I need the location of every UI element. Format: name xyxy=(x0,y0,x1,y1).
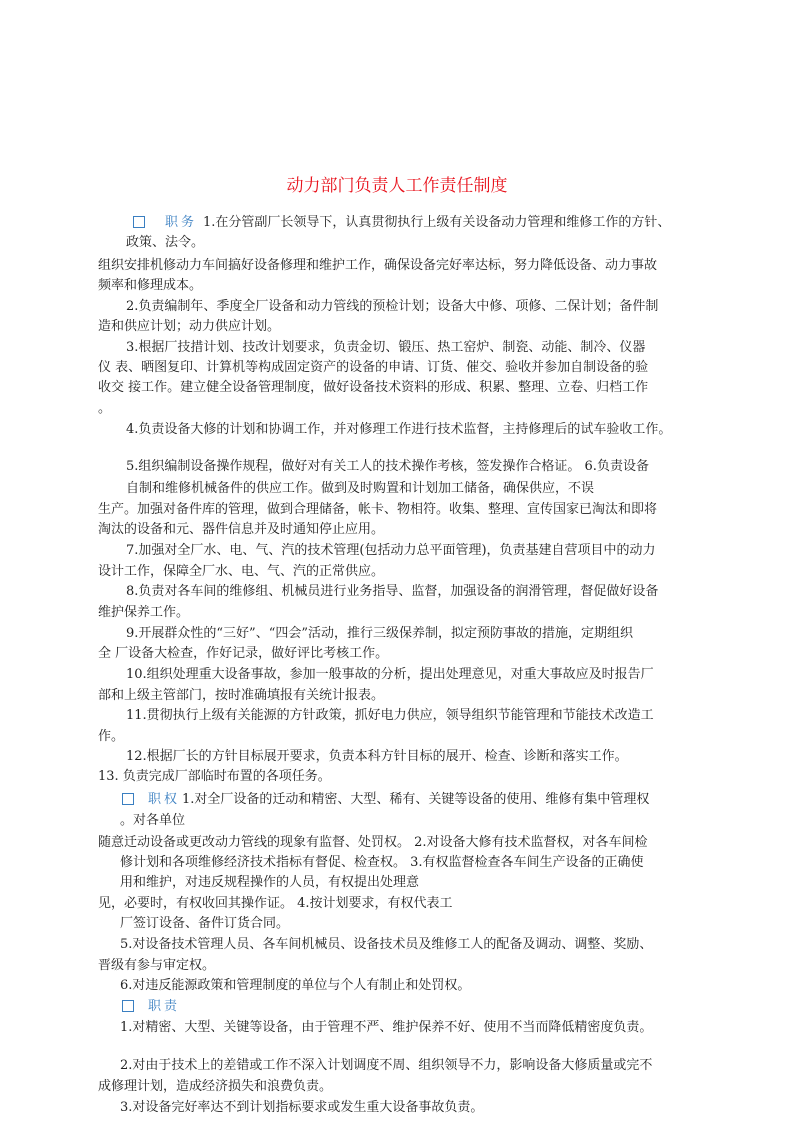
document-title: 动力部门负责人工作责任制度 xyxy=(286,176,508,196)
text-line: 8.负责对各车间的维修组、机械员进行业务指导、监督，加强设备的润滑管理，督促做好设备 xyxy=(126,584,659,599)
text-line: 9.开展群众性的“三好”、“四会”活动，推行三级保养制，拟定预防事故的措施，定期组织 xyxy=(126,626,633,641)
text-line: 维护保养工作。 xyxy=(98,605,190,620)
text-line: 10.组织处理重大设备事故，参加一般事故的分析，提出处理意见，对重大事故应及时报告厂 xyxy=(126,667,654,682)
text-line: 13. 负责完成厂部临时布置的各项任务。 xyxy=(98,769,331,784)
text-line: 仪 表、晒图复印、计算机等构成固定资产的设备的申请、订货、催交、验收并参加自制设备的验 xyxy=(98,360,649,375)
text-line: 作。 xyxy=(98,729,125,744)
text-line: 组织安排机修动力车间搞好设备修理和维护工作，确保设备完好率达标，努力降低设备、动力事故 xyxy=(98,258,658,273)
section-heading-duties: 职务 xyxy=(165,215,198,230)
text-line: 生产。加强对备件库的管理，做到合理储备，帐卡、物相符。收集、整理、宣传国家已淘汰和即将 xyxy=(98,502,658,517)
checkbox-icon xyxy=(133,216,145,228)
text-line: 随意迁动设备或更改动力管线的现象有监督、处罚权。 2.对设备大修有技术监督权，对各车间检 xyxy=(98,835,648,850)
text-line: 政策、法令。 xyxy=(126,235,205,250)
text-line: 厂签订设备、备件订货合同。 xyxy=(120,916,290,931)
text-line: 6.对违反能源政策和管理制度的单位与个人有制止和处罚权。 xyxy=(120,978,471,993)
text-line: 1.对精密、大型、关键等设备，由于管理不严、维护保养不好、使用不当而降低精密度负责。 xyxy=(120,1020,653,1035)
section-heading-responsibilities: 职责 xyxy=(148,999,181,1014)
text-line: 用和维护，对违反规程操作的人员，有权提出处理意 xyxy=(120,875,420,890)
text-line: 收交 接工作。建立健全设备管理制度，做好设备技术资料的形成、积累、整理、立卷、归档工作 xyxy=(98,380,649,395)
section-heading-powers: 职权 xyxy=(148,792,181,807)
text-line: 频率和修理成本。 xyxy=(98,278,203,293)
text-line: 2.负责编制年、季度全厂设备和动力管线的预检计划；设备大中修、项修、二保计划；备件制 xyxy=(126,299,659,314)
text-line: 部和上级主管部门，按时准确填报有关统计报表。 xyxy=(98,688,385,703)
text-line: 造和供应计划；动力供应计划。 xyxy=(98,319,281,334)
text-line: 。 xyxy=(98,401,112,416)
text-line: 设计工作，保障全厂水、电、气、汽的正常供应。 xyxy=(98,564,385,579)
text-line: 2.对由于技术上的差错或工作不深入计划调度不周、组织领导不力，影响设备大修质量或完不 xyxy=(120,1058,653,1073)
text-line: 3.根据厂技措计划、技改计划要求，负责金切、锻压、热工窑炉、制瓷、动能、制冷、仪器 xyxy=(126,340,646,355)
text-line: 修计划和各项维修经济技术指标有督促、检查权。 3.有权监督检查各车间生产设备的正确使 xyxy=(120,855,644,870)
text-line: 5.组织编制设备操作规程，做好对有关工人的技术操作考核，签发操作合格证。 6.负责设备 xyxy=(126,459,649,474)
checkbox-icon xyxy=(122,793,134,805)
text-line: 4.负责设备大修的计划和协调工作，并对修理工作进行技术监督，主持修理后的试车验收工作。 xyxy=(126,422,672,437)
text-line: 见，必要时，有权收回其操作证。 4.按计划要求，有权代表工 xyxy=(98,896,453,911)
text-line: 全 厂设备大检查，作好记录，做好评比考核工作。 xyxy=(98,646,389,661)
text-line: 7.加强对全厂水、电、气、汽的技术管理(包括动力总平面管理)，负责基建自营项目中的动力 xyxy=(126,543,656,558)
text-line: 晋级有参与审定权。 xyxy=(98,958,216,973)
text-line: 成修理计划，造成经济损失和浪费负责。 xyxy=(98,1079,333,1094)
checkbox-icon xyxy=(122,1000,134,1012)
text-line: 3.对设备完好率达不到计划指标要求或发生重大设备事故负责。 xyxy=(120,1100,484,1115)
text-line: 淘汰的设备和元、器件信息并及时通知停止应用。 xyxy=(98,522,385,537)
text-line: 1.在分管副厂长领导下，认真贯彻执行上级有关设备动力管理和维修工作的方针、 xyxy=(203,215,671,230)
text-line: 12.根据厂长的方针目标展开要求，负责本科方针目标的展开、检查、诊断和落实工作。 xyxy=(126,749,628,764)
text-line: 自制和维修机械备件的供应工作。做到及时购置和计划加工储备，确保供应，不误 xyxy=(126,481,595,496)
text-line: 11.贯彻执行上级有关能源的方针政策，抓好电力供应，领导组织节能管理和节能技术改造工 xyxy=(126,708,654,723)
text-line: 5.对设备技术管理人员、各车间机械员、设备技术员及维修工人的配备及调动、调整、奖励、 xyxy=(120,937,653,952)
text-line: 1.对全厂设备的迁动和精密、大型、稀有、关键等设备的使用、维修有集中管理权 xyxy=(182,792,650,807)
text-line: 。对各单位 xyxy=(120,813,186,828)
